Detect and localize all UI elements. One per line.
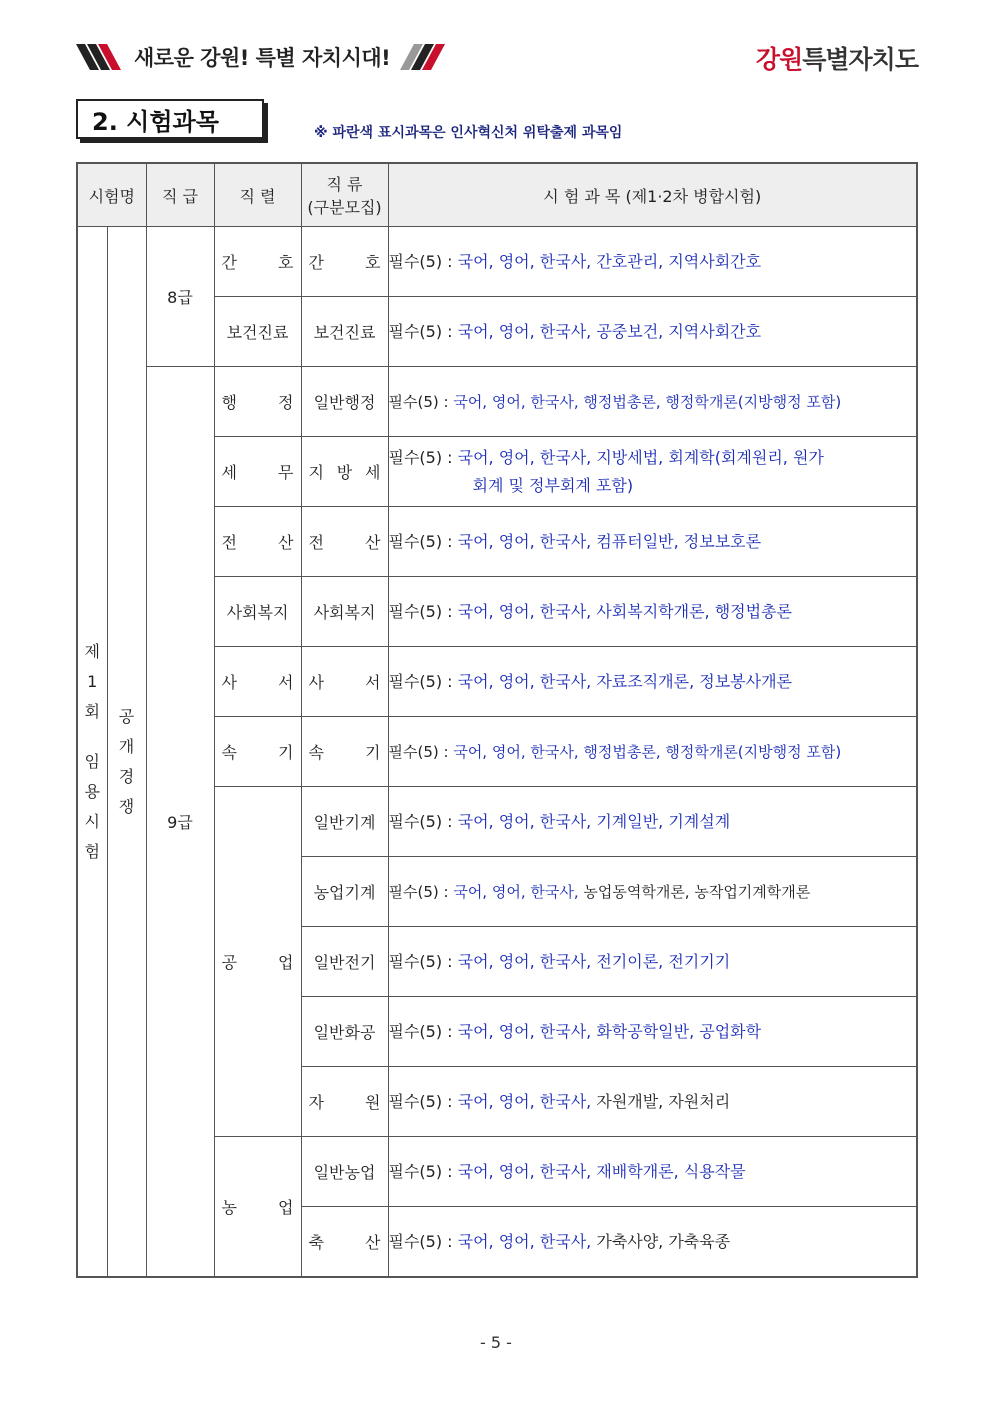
exam-name-char: 임: [84, 751, 100, 771]
subjects-blue: 국어, 영어, 한국사, 행정법총론, 행정학개론(지방행정 포함): [453, 392, 842, 411]
header-exam: 시험명: [77, 163, 146, 227]
grade-cell: 9급: [146, 367, 214, 1278]
class-label: 사회복지: [313, 603, 376, 622]
class-cell: [301, 1207, 388, 1278]
label-part: 속: [308, 743, 324, 762]
label-part: 호: [278, 253, 294, 272]
subjects-cell: [388, 927, 917, 997]
subjects-prefix: 필수(5) :: [388, 1091, 458, 1111]
class-label: 일반행정: [313, 393, 376, 412]
label-part: 간: [308, 253, 324, 272]
recruit-type-char: 공: [118, 706, 135, 726]
header-class-line2: (구분모집): [307, 198, 382, 217]
subjects-prefix: 필수(5) :: [388, 1161, 458, 1181]
subjects-blue: 국어, 영어, 한국사, 화학공학일반, 공업화학: [457, 1021, 762, 1041]
label-part: 자: [308, 1093, 324, 1112]
class-label: 일반농업: [313, 1163, 376, 1182]
slash-stripes-icon: [76, 44, 124, 70]
label-part: 방: [336, 463, 353, 482]
label-part: 업: [278, 953, 294, 972]
section-title: 2. 시험과목: [92, 107, 219, 136]
exam-name-char: 용: [84, 781, 100, 801]
subjects-prefix: 필수(5) :: [388, 1231, 458, 1251]
label-part: 사: [221, 673, 237, 692]
subjects-cell: [388, 1137, 917, 1207]
subjects-black: 농업동역학개론, 농작업기계학개론: [583, 882, 811, 901]
class-cell: [301, 717, 388, 787]
subjects-cell: [388, 647, 917, 717]
subjects-blue-continued: 회계 및 정부회계 포함): [472, 475, 634, 495]
brand-rest: 특별자치도: [802, 45, 918, 74]
series-cell: [214, 717, 301, 787]
subjects-prefix: 필수(5) :: [388, 447, 458, 467]
subjects-cell: [388, 577, 917, 647]
brand-accent: 강원: [755, 45, 803, 74]
subjects-cell: [388, 227, 917, 297]
label-part: 원: [365, 1093, 381, 1112]
header-subjects: 시 험 과 목 (제1·2차 병합시험): [388, 163, 917, 227]
series-cell: [214, 1137, 301, 1278]
class-cell: [301, 997, 388, 1067]
subjects-blue: 국어, 영어, 한국사,: [457, 1231, 597, 1251]
slash-stripes-icon: [400, 44, 448, 70]
class-cell: [301, 577, 388, 647]
label-part: 전: [221, 533, 237, 552]
subjects-blue: 국어, 영어, 한국사, 행정법총론, 행정학개론(지방행정 포함): [453, 742, 842, 761]
class-cell: [301, 927, 388, 997]
exam-name-cell: [77, 227, 107, 1278]
label-part: 서: [365, 673, 381, 692]
class-label: 일반전기: [313, 953, 376, 972]
slogan-text: 새로운 강원! 특별 자치시대!: [134, 46, 391, 70]
subjects-cell: [388, 507, 917, 577]
class-cell: [301, 297, 388, 367]
series-cell: [214, 227, 301, 297]
label-part: 농: [221, 1198, 237, 1217]
subjects-blue: 국어, 영어, 한국사, 컴퓨터일반, 정보보호론: [457, 531, 762, 551]
header-class: [301, 163, 388, 227]
subjects-blue: 국어, 영어, 한국사, 자료조직개론, 정보봉사개론: [457, 671, 792, 691]
class-label: 일반화공: [313, 1023, 376, 1042]
page-header: [76, 38, 918, 76]
recruit-type-char: 개: [118, 736, 135, 756]
class-label: 보건진료: [313, 323, 376, 342]
subjects-prefix: 필수(5) :: [388, 671, 458, 691]
subjects-black: 가축사양, 가축육종: [596, 1231, 731, 1251]
series-cell: [214, 577, 301, 647]
exam-name-char: 제: [84, 641, 100, 661]
label-part: 사: [308, 673, 324, 692]
subjects-prefix: 필수(5) :: [388, 531, 458, 551]
series-cell: [214, 647, 301, 717]
label-part: 서: [278, 673, 294, 692]
subjects-blue: 국어, 영어, 한국사,: [453, 882, 584, 901]
label-part: 정: [278, 393, 294, 412]
subjects-cell: [388, 787, 917, 857]
series-cell: [214, 507, 301, 577]
label-part: 세: [365, 463, 381, 482]
subjects-blue: 국어, 영어, 한국사,: [457, 1091, 597, 1111]
label-part: 지: [308, 463, 324, 482]
label-part: 기: [365, 743, 381, 762]
subjects-prefix: 필수(5) :: [388, 321, 458, 341]
exam-name-char: 회: [84, 701, 100, 721]
table-row: [77, 367, 917, 437]
label-part: 업: [278, 1198, 294, 1217]
subjects-cell: [388, 367, 917, 437]
subjects-cell: [388, 857, 917, 927]
label-part: 호: [365, 253, 381, 272]
exam-subjects-table: [76, 162, 918, 1278]
section-title-box: [76, 99, 264, 139]
label-part: 간: [221, 253, 237, 272]
subjects-cell: [388, 297, 917, 367]
label-part: 속: [221, 743, 237, 762]
header-class-line1: 직 류: [326, 175, 363, 194]
subjects-cell: [388, 997, 917, 1067]
class-cell: [301, 507, 388, 577]
grade-cell: 8급: [146, 227, 214, 367]
section-note: ※ 파란색 표시과목은 인사혁신처 위탁출제 과목임: [314, 125, 623, 141]
table-row: [77, 227, 917, 297]
subjects-cell: [388, 1207, 917, 1278]
label-part: 기: [278, 743, 294, 762]
subjects-prefix: 필수(5) :: [388, 951, 458, 971]
label-part: 축: [308, 1233, 324, 1252]
label-part: 무: [278, 463, 294, 482]
class-cell: [301, 227, 388, 297]
subjects-blue: 국어, 영어, 한국사, 지방세법, 회계학(회계원리, 원가: [457, 447, 824, 467]
subjects-blue: 국어, 영어, 한국사, 기계일반, 기계설계: [457, 811, 731, 831]
subjects-blue: 국어, 영어, 한국사, 간호관리, 지역사회간호: [457, 251, 762, 271]
exam-name-char: 시: [84, 811, 100, 831]
series-cell: [214, 437, 301, 507]
label-part: 공: [221, 953, 237, 972]
header-series: 직 렬: [214, 163, 301, 227]
label-part: 행: [221, 393, 237, 412]
series-cell: [214, 787, 301, 1137]
class-cell: [301, 647, 388, 717]
subjects-prefix: 필수(5) :: [388, 601, 458, 621]
table-header-row: [77, 163, 917, 227]
series-cell: [214, 297, 301, 367]
class-cell: [301, 367, 388, 437]
recruit-type-char: 쟁: [118, 796, 135, 816]
class-cell: [301, 1137, 388, 1207]
class-cell: [301, 857, 388, 927]
page-number: - 5 -: [480, 1333, 512, 1352]
recruit-type-char: 경: [118, 766, 135, 786]
subjects-blue: 국어, 영어, 한국사, 사회복지학개론, 행정법총론: [457, 601, 792, 621]
subjects-prefix: 필수(5) :: [388, 392, 454, 411]
exam-name-char: 1: [87, 671, 98, 691]
class-label: 일반기계: [313, 813, 376, 832]
subjects-prefix: 필수(5) :: [388, 811, 458, 831]
series-label: 사회복지: [226, 603, 289, 622]
header-grade: 직 급: [146, 163, 214, 227]
subjects-prefix: 필수(5) :: [388, 882, 454, 901]
class-cell: [301, 787, 388, 857]
recruit-type-cell: [107, 227, 146, 1278]
series-cell: [214, 367, 301, 437]
label-part: 산: [365, 533, 381, 552]
class-cell: [301, 437, 388, 507]
subjects-blue: 국어, 영어, 한국사, 공중보건, 지역사회간호: [457, 321, 762, 341]
subjects-cell: [388, 437, 917, 507]
subjects-blue: 국어, 영어, 한국사, 재배학개론, 식용작물: [457, 1161, 746, 1181]
subjects-prefix: 필수(5) :: [388, 251, 458, 271]
subjects-prefix: 필수(5) :: [388, 742, 454, 761]
slogan-group: [76, 42, 448, 72]
subjects-prefix: 필수(5) :: [388, 1021, 458, 1041]
label-part: 전: [308, 533, 324, 552]
subjects-black: 자원개발, 자원처리: [596, 1091, 731, 1111]
exam-name-char: 험: [84, 841, 100, 861]
exam-name-gap: [78, 727, 107, 747]
label-part: 산: [365, 1233, 381, 1252]
brand-logo: [756, 40, 918, 76]
class-label: 농업기계: [313, 883, 376, 902]
label-part: 산: [278, 533, 294, 552]
label-part: 세: [221, 463, 237, 482]
subjects-blue: 국어, 영어, 한국사, 전기이론, 전기기기: [457, 951, 731, 971]
series-label: 보건진료: [226, 323, 289, 342]
class-cell: [301, 1067, 388, 1137]
subjects-cell: [388, 717, 917, 787]
subjects-cell: [388, 1067, 917, 1137]
